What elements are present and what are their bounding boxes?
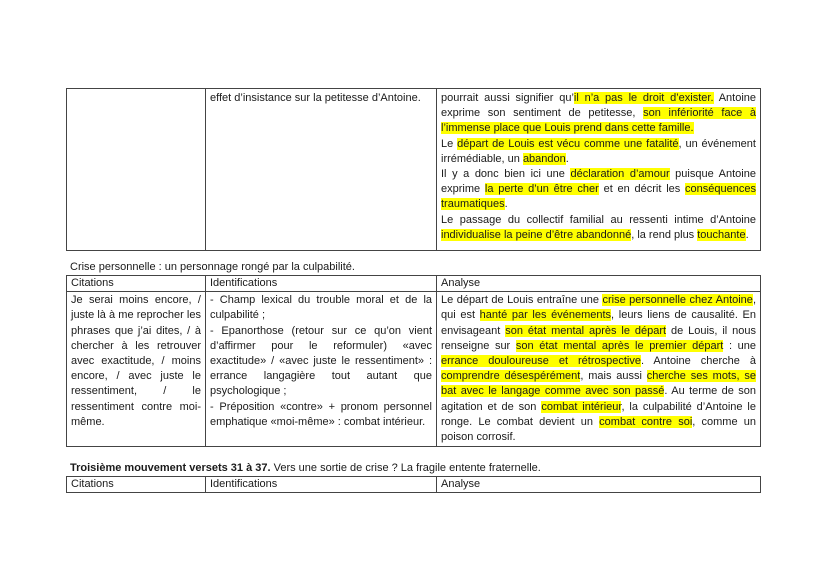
text-run: Le xyxy=(441,137,458,150)
text-run: Il y a donc bien ici une xyxy=(441,168,571,181)
text-run: , comme un poison corrosif. xyxy=(441,415,757,444)
text-run: , un événement irrémédiable, un xyxy=(441,137,756,165)
highlighted-text: conséquences traumatiques xyxy=(441,183,756,211)
analysis-cell xyxy=(437,292,761,447)
analysis-text xyxy=(441,91,756,243)
text-run: . xyxy=(745,228,749,241)
analysis-paragraph xyxy=(441,137,756,167)
table-troisieme-mouvement xyxy=(66,476,761,493)
text-run: , leurs liens de causalité. En envisageant xyxy=(441,309,756,337)
text-run: , mais aussi xyxy=(580,370,647,383)
header-analyse: Analyse xyxy=(437,477,761,493)
analysis-text xyxy=(441,293,756,445)
analysis-paragraph xyxy=(441,167,756,213)
text-run: Antoine exprime son sentiment de petitesse, xyxy=(441,92,756,120)
text-run: : une xyxy=(723,339,756,352)
highlighted-text: errance douloureuse et rétrospective xyxy=(441,355,641,368)
text-run: pourrait aussi signifier qu’ xyxy=(441,92,574,104)
text-run: de Louis, il nous renseigne sur xyxy=(441,324,756,352)
highlighted-text: combat contre soi xyxy=(599,415,693,428)
highlighted-text: touchante xyxy=(697,228,746,241)
text-run: Le départ de Louis entraîne une xyxy=(441,294,603,307)
header-identifications: Identifications xyxy=(206,276,437,292)
header-identifications: Identifications xyxy=(206,477,437,493)
identifications-cell xyxy=(206,292,437,447)
highlighted-text: hanté par les événements xyxy=(479,309,612,322)
citations-cell-empty xyxy=(67,89,206,251)
text-run: . Au terme de son agitation et de son xyxy=(441,385,756,413)
analysis-cell xyxy=(437,89,761,251)
section-caption-crise: Crise personnelle : un personnage rongé par la culpabilité. xyxy=(70,261,355,273)
text-run: . xyxy=(504,198,508,211)
table-row xyxy=(67,292,761,447)
highlighted-text: déclaration d’amour xyxy=(570,168,670,181)
text-run: , la rend plus xyxy=(631,228,698,241)
highlighted-text: départ de Louis est vécu comme une fatalité xyxy=(457,137,679,150)
identification-item: - Epanorthose (retour sur ce qu’on vient d’affirmer pour le reformuler) «avec exactitude» / «avec juste le ressentiment» : errance langagière tout autant que psychologique ; xyxy=(210,324,432,398)
header-analyse: Analyse xyxy=(437,276,761,292)
caption-bold: Troisième mouvement versets 31 à 37. xyxy=(70,462,271,474)
analysis-paragraph xyxy=(441,213,756,243)
identifications-cell: effet d’insistance sur la petitesse d’Antoine. xyxy=(206,89,437,251)
highlighted-text: il n’a pas le droit d’exister. xyxy=(573,92,714,104)
header-citations: Citations xyxy=(67,276,206,292)
table-header-row xyxy=(67,276,761,292)
highlighted-text: individualise la peine d’être abandonné xyxy=(441,228,632,241)
highlighted-text: crise personnelle chez Antoine xyxy=(602,294,753,307)
text-run: , la culpabilité d’Antoine le ronge. Le combat devient un xyxy=(441,400,756,428)
table-continuation xyxy=(66,88,761,251)
text-run: puisque Antoine exprime xyxy=(441,168,756,196)
text-run: Le passage du collectif familial au ressenti intime d’Antoine xyxy=(441,213,756,226)
highlighted-text: son infériorité face à l’immense place que Louis prend dans cette famille. xyxy=(441,107,756,135)
caption-normal: Vers une sortie de crise ? La fragile entente fraternelle. xyxy=(270,462,541,474)
identification-item: - Préposition «contre» + pronom personnel emphatique «moi-même» : combat intérieur. xyxy=(210,400,432,428)
table-header-row xyxy=(67,477,761,493)
text-run: , qui est xyxy=(441,294,756,322)
highlighted-text: son état mental après le premier départ xyxy=(515,339,724,352)
header-citations: Citations xyxy=(67,477,206,493)
analysis-paragraph xyxy=(441,91,756,137)
highlighted-text: comprendre désespérément xyxy=(441,370,581,383)
citations-cell: Je serai moins encore, / juste là à me reprocher les phrases que j’ai dites, / à chercher à les retrouver avec exactitude, / moins encore, / avec juste le ressentiment, / le ressentiment contre moi-même. xyxy=(67,292,206,447)
text-run: . Antoine cherche à xyxy=(640,355,756,368)
text-run: et en décrit les xyxy=(598,183,686,196)
identification-item: - Champ lexical du trouble moral et de la culpabilité ; xyxy=(210,294,432,322)
text-run: . xyxy=(565,152,569,165)
section-caption-troisieme-mouvement xyxy=(70,461,541,476)
highlighted-text: la perte d’un être cher xyxy=(484,183,599,196)
highlighted-text: cherche ses mots, se bat avec le langage comme avec son passé xyxy=(441,370,756,398)
highlighted-text: combat intérieur xyxy=(541,400,622,413)
highlighted-text: abandon xyxy=(522,152,566,165)
table-crise-personnelle xyxy=(66,275,761,447)
highlighted-text: son état mental après le départ xyxy=(505,324,667,337)
